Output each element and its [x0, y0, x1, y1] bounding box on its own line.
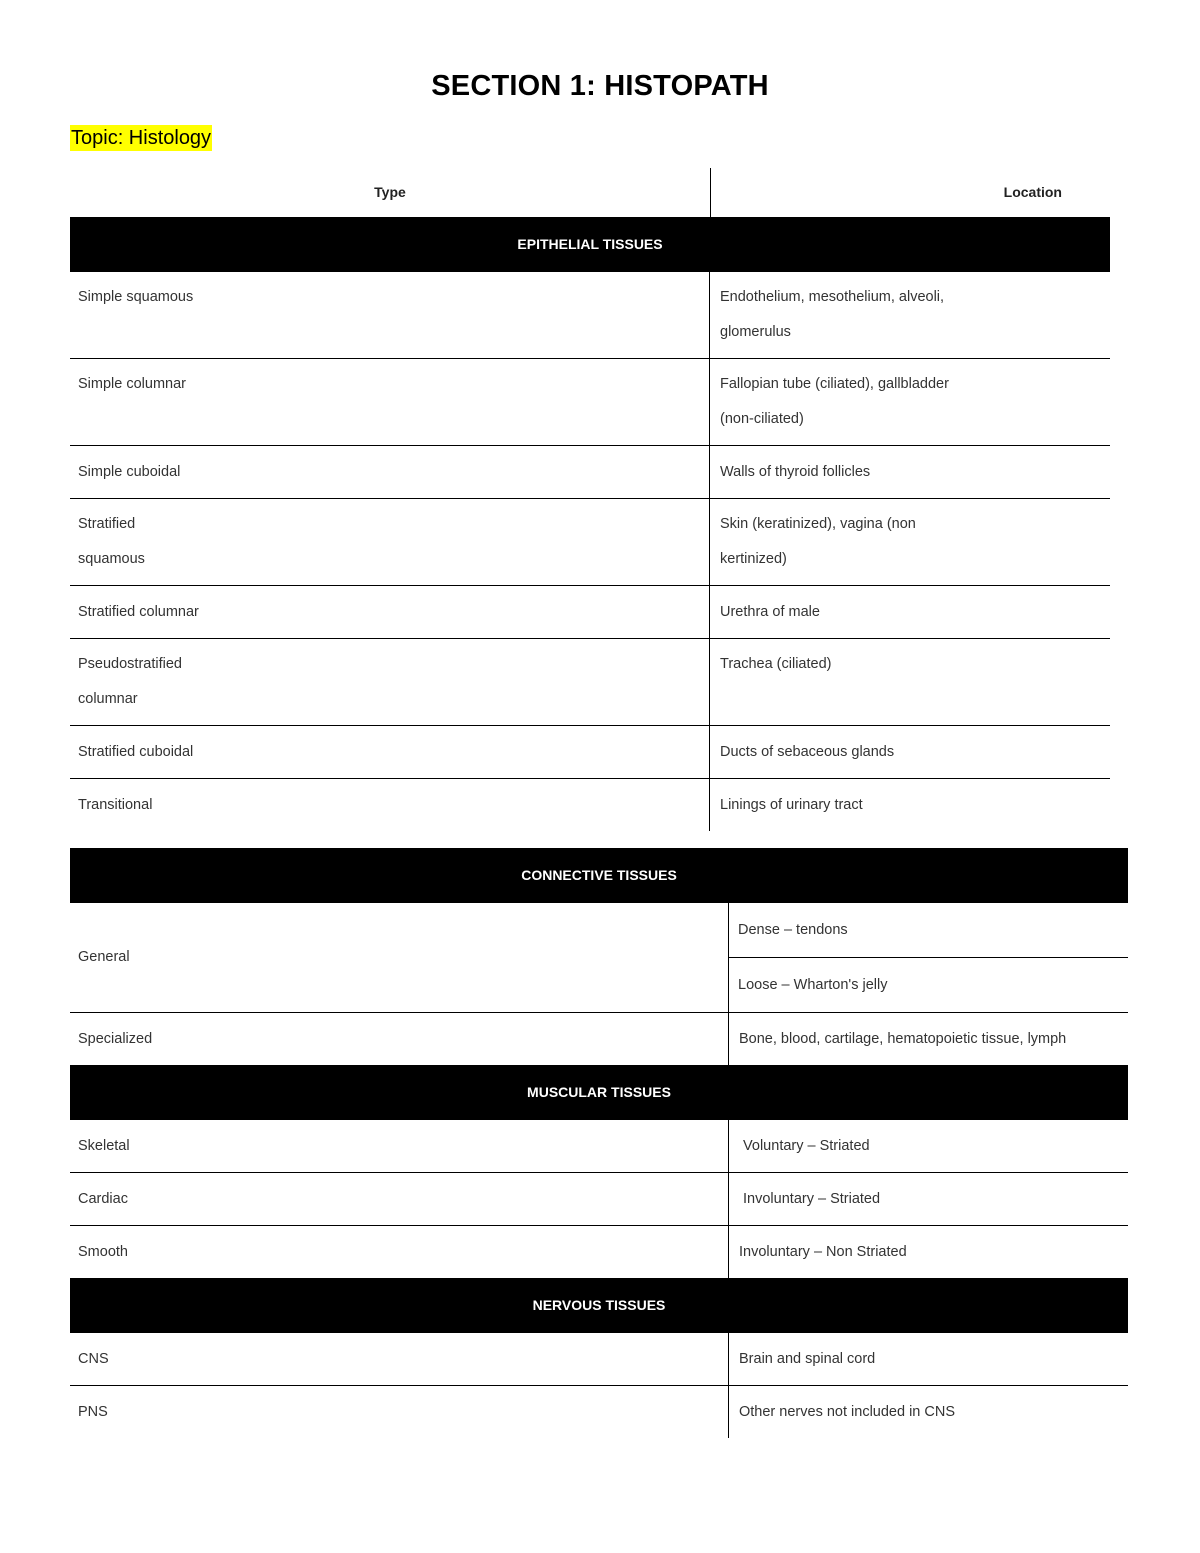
- type-cell: [70, 639, 710, 725]
- table-row: [70, 1386, 1128, 1438]
- location-cell: Trachea (ciliated): [720, 656, 832, 672]
- location-cell: [710, 272, 1110, 358]
- type-cell: Stratified columnar: [70, 586, 710, 638]
- type-cell: Simple squamous: [70, 272, 710, 358]
- table-row: [70, 1226, 1128, 1278]
- type-cell: PNS: [70, 1386, 729, 1438]
- topic-label: Topic: Histology: [71, 127, 212, 149]
- type-line: columnar: [78, 691, 138, 707]
- type-cell: Stratified cuboidal: [70, 726, 710, 778]
- table-row: [70, 903, 1128, 1013]
- type-line: Stratified: [78, 516, 136, 532]
- location-cell: Urethra of male: [720, 604, 820, 620]
- header-divider: [710, 168, 711, 217]
- table-row: [70, 272, 1110, 359]
- location-line: Endothelium, mesothelium, alveoli,: [720, 289, 945, 305]
- location-cell: Ducts of sebaceous glands: [720, 744, 895, 760]
- type-cell: General: [70, 903, 729, 1012]
- type-cell: Specialized: [70, 1013, 729, 1065]
- table-row: [70, 1120, 1128, 1173]
- type-cell: CNS: [70, 1333, 729, 1385]
- header-location: Location: [1003, 184, 1062, 200]
- location-cell: Voluntary – Striated: [739, 1138, 870, 1154]
- type-line: Pseudostratified: [78, 656, 182, 672]
- location-cell: Linings of urinary tract: [720, 797, 863, 813]
- location-cell: Other nerves not included in CNS: [739, 1404, 955, 1420]
- type-cell: Transitional: [70, 779, 710, 831]
- table-row: [70, 1333, 1128, 1386]
- table-row: [70, 446, 1110, 499]
- header-type: Type: [374, 184, 406, 200]
- section-header-muscular: MUSCULAR TISSUES: [70, 1065, 1128, 1120]
- location-line: kertinized): [720, 551, 787, 567]
- type-line: squamous: [78, 551, 145, 567]
- location-cell: Involuntary – Striated: [739, 1191, 881, 1207]
- table-row: [70, 1173, 1128, 1226]
- type-cell: Simple columnar: [70, 359, 710, 445]
- location-cell: [710, 359, 1110, 445]
- section-header-connective: CONNECTIVE TISSUES: [70, 848, 1128, 903]
- table-row: [70, 359, 1110, 446]
- table-row: [70, 1013, 1128, 1065]
- location-dense: Dense – tendons: [729, 903, 1128, 958]
- location-line: glomerulus: [720, 324, 791, 340]
- tissue-table: [70, 848, 1128, 1438]
- location-cell: [710, 499, 1110, 585]
- table-row: [70, 499, 1110, 586]
- section-header-nervous: NERVOUS TISSUES: [70, 1278, 1128, 1333]
- location-line: Fallopian tube (ciliated), gallbladder: [720, 376, 949, 392]
- type-cell: Skeletal: [70, 1120, 729, 1172]
- location-cell: Involuntary – Non Striated: [739, 1244, 907, 1260]
- table-row: [70, 726, 1110, 779]
- location-cell: Brain and spinal cord: [739, 1351, 876, 1367]
- epithelial-table: [70, 168, 1110, 831]
- location-cell: Walls of thyroid follicles: [720, 464, 871, 480]
- type-cell: Smooth: [70, 1226, 729, 1278]
- page-title: SECTION 1: HISTOPATH: [431, 70, 769, 102]
- table-row: [70, 639, 1110, 726]
- location-line: (non-ciliated): [720, 411, 804, 427]
- location-cell: Bone, blood, cartilage, hematopoietic tissue, lymph: [739, 1031, 1067, 1047]
- location-cell: [729, 903, 1128, 1012]
- type-cell: Cardiac: [70, 1173, 729, 1225]
- location-line: Skin (keratinized), vagina (non: [720, 516, 916, 532]
- type-cell: Simple cuboidal: [70, 446, 710, 498]
- section-header-epithelial: EPITHELIAL TISSUES: [70, 217, 1110, 272]
- location-loose: Loose – Wharton's jelly: [738, 977, 888, 993]
- table-row: [70, 586, 1110, 639]
- table-header-row: [70, 168, 1110, 217]
- type-cell: [70, 499, 710, 585]
- table-row: [70, 779, 1110, 831]
